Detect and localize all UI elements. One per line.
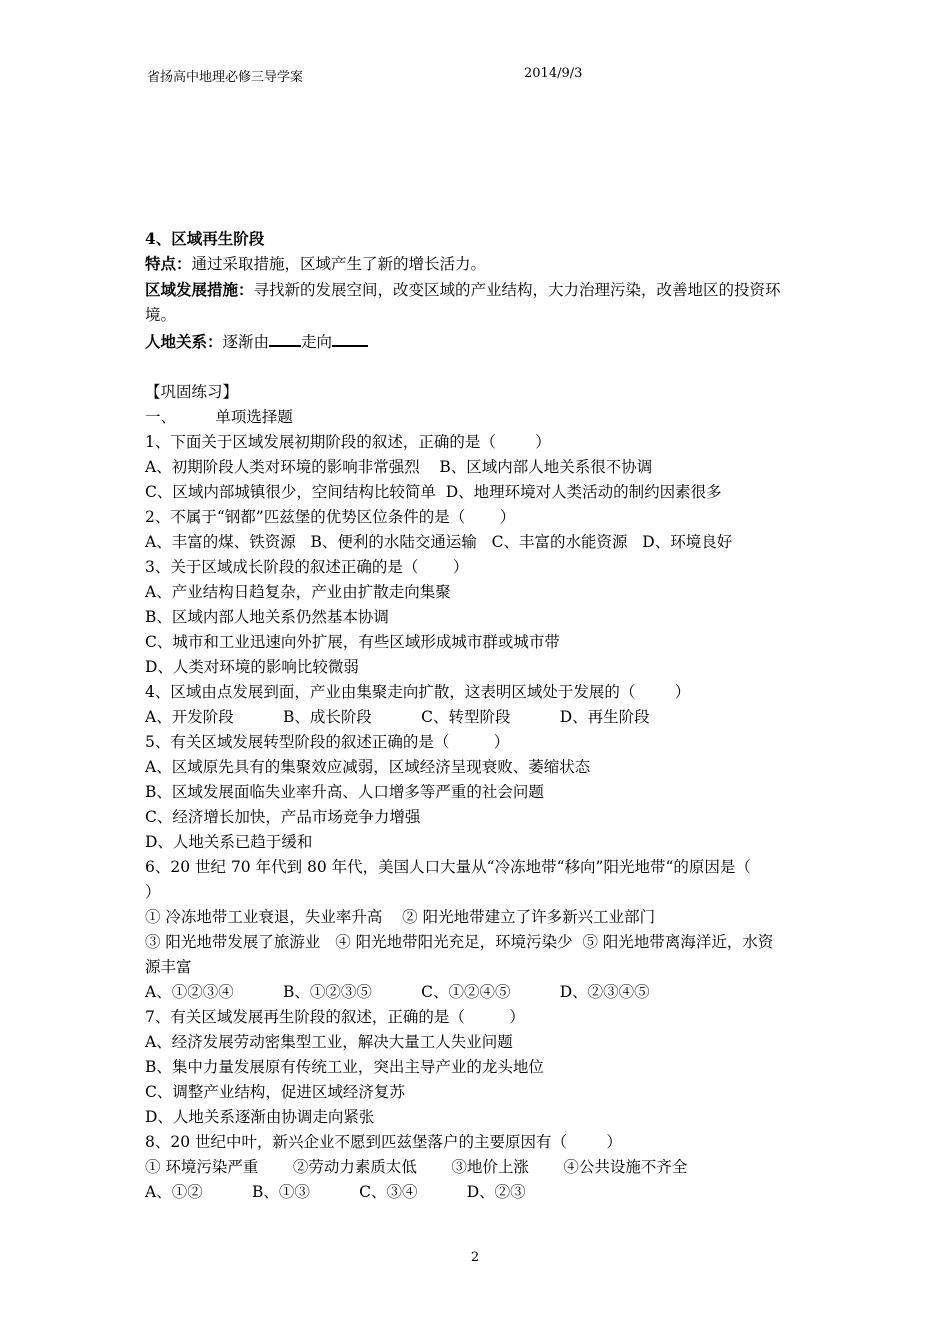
page-header <box>147 66 807 85</box>
measures-label: 区域发展措施： <box>145 280 254 299</box>
relation-line <box>145 328 810 355</box>
question-line: C、城市和工业迅速向外扩展，有些区域形成城市群或城市带 <box>145 633 560 651</box>
question-line: B、区域内部人地关系仍然基本协调 <box>145 608 389 626</box>
question-line: A、产业结构日趋复杂，产业由扩散走向集聚 <box>145 583 451 601</box>
fill-blank-2 <box>332 328 368 347</box>
spacer <box>145 355 810 380</box>
question-line: 8、20 世纪中叶，新兴企业不愿到匹兹堡落户的主要原因有（ ） <box>145 1133 622 1151</box>
question-line: ③ 阳光地带发展了旅游业 ④ 阳光地带阳光充足，环境污染少 ⑤ 阳光地带离海洋近，水资 <box>145 933 774 951</box>
measures-text: 寻找新的发展空间，改变区域的产业结构，大力治理污染，改善地区的投资环境。 <box>145 281 781 324</box>
question-line: C、调整产业结构，促进区域经济复苏 <box>145 1083 405 1101</box>
question-line: 4、区域由点发展到面，产业由集聚走向扩散，这表明区域处于发展的（ ） <box>145 683 691 701</box>
document-body <box>145 226 810 1205</box>
question-line: 源丰富 <box>145 958 192 976</box>
question-line: 2、不属于“钢都”匹兹堡的优势区位条件的是（ ） <box>145 508 516 526</box>
question-line: ） <box>145 883 161 901</box>
practice-part: 一、 单项选择题 <box>145 408 293 426</box>
question-line: A、初期阶段人类对环境的影响非常强烈 B、区域内部人地关系很不协调 <box>145 458 653 476</box>
question-line: A、丰富的煤、铁资源 B、便利的水陆交通运输 C、丰富的水能资源 D、环境良好 <box>145 533 733 551</box>
feature-label: 特点： <box>145 254 192 273</box>
question-line: C、区域内部城镇很少，空间结构比较简单 D、地理环境对人类活动的制约因素很多 <box>145 483 722 501</box>
section-heading: 4、区域再生阶段 <box>145 229 265 248</box>
relation-pre: 逐渐由 <box>222 333 270 351</box>
question-line: A、①② B、①③ C、③④ D、②③ <box>145 1183 526 1201</box>
question-line: ① 环境污染严重 ②劳动力素质太低 ③地价上涨 ④公共设施不齐全 <box>145 1158 688 1176</box>
header-date: 2014/9/3 <box>524 66 583 81</box>
question-line: 7、有关区域发展再生阶段的叙述，正确的是（ ） <box>145 1008 525 1026</box>
question-line: C、经济增长加快，产品市场竞争力增强 <box>145 808 421 826</box>
practice-title: 【巩固练习】 <box>145 383 239 401</box>
question-line: 6、20 世纪 70 年代到 80 年代，美国人口大量从“冷冻地带“移向”阳光地带“的原因是（ <box>145 858 751 876</box>
fill-blank-1 <box>269 328 301 347</box>
relation-mid: 走向 <box>301 333 333 351</box>
question-line: 3、关于区域成长阶段的叙述正确的是（ ） <box>145 558 469 576</box>
question-line: ① 冷冻地带工业衰退，失业率升高 ② 阳光地带建立了许多新兴工业部门 <box>145 908 656 926</box>
question-line: D、人地关系已趋于缓和 <box>145 833 313 851</box>
feature-line <box>145 251 810 277</box>
question-line: 1、下面关于区域发展初期阶段的叙述，正确的是（ ） <box>145 433 551 451</box>
question-line: A、开发阶段 B、成长阶段 C、转型阶段 D、再生阶段 <box>145 708 650 726</box>
question-line: A、区域原先具有的集聚效应减弱，区域经济呈现衰败、萎缩状态 <box>145 758 591 776</box>
question-line: B、区域发展面临失业率升高、人口增多等严重的社会问题 <box>145 783 544 801</box>
question-line: D、人地关系逐渐由协调走向紧张 <box>145 1108 375 1126</box>
feature-text: 通过采取措施，区域产生了新的增长活力。 <box>191 255 487 273</box>
question-line: B、集中力量发展原有传统工业，突出主导产业的龙头地位 <box>145 1058 544 1076</box>
measures-line <box>145 277 810 328</box>
header-title: 省扬高中地理必修三导学案 <box>147 70 304 85</box>
question-line: A、经济发展劳动密集型工业，解决大量工人失业问题 <box>145 1033 513 1051</box>
page-number: 2 <box>470 1250 480 1265</box>
relation-label: 人地关系： <box>145 332 223 351</box>
question-line: 5、有关区域发展转型阶段的叙述正确的是（ ） <box>145 733 510 751</box>
question-line: A、①②③④ B、①②③⑤ C、①②④⑤ D、②③④⑤ <box>145 983 650 1001</box>
question-list <box>145 430 810 1205</box>
question-line: D、人类对环境的影响比较微弱 <box>145 658 359 676</box>
